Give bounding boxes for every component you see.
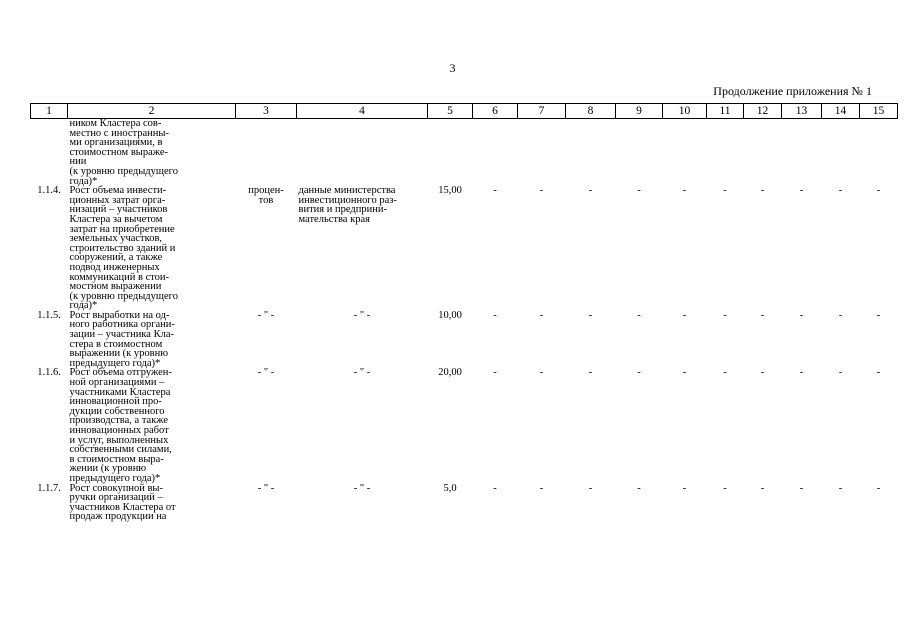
indicator-name-cell: Рост объема инвести- ционных затрат орга- низаций – участников Кластера за вычетом затрат на приобретение земельных участков, строительство зданий и сооружений, а также подвод инженерных коммуникаций в стои- мостном выражении (к уровню предыдущего года)*	[69, 185, 178, 312]
year-value-cell: -	[637, 367, 641, 379]
table-row	[31, 311, 898, 369]
row-id-cell: 1.1.5.	[37, 309, 61, 321]
page-number: 3	[449, 61, 456, 75]
year-value-cell: -	[539, 185, 544, 197]
column-header: 3	[236, 104, 297, 119]
year-value-cell: -	[876, 367, 881, 379]
value-cell: 5,0	[443, 482, 457, 494]
year-value-cell: -	[637, 185, 641, 197]
column-header: 15	[860, 104, 898, 119]
column-header: 2	[68, 104, 236, 119]
year-value-cell: -	[682, 482, 687, 494]
row-id-cell	[31, 119, 68, 187]
year-value-cell: -	[588, 367, 593, 379]
indicator-name-cell: Рост объема отгружен- ной организациями – участниками Кластера инновационной про- дукции собственного производства, а также инновационных работ и услуг, выполненных собственными силами, в стоимостном выра- жении (к уровню предыдущего года)*	[69, 367, 172, 484]
year-value-cell: -	[682, 309, 687, 321]
year-value-cell: -	[588, 482, 593, 494]
row-id-cell: 1.1.7.	[37, 482, 61, 494]
column-header: 7	[518, 104, 566, 119]
column-header: 8	[566, 104, 616, 119]
empty-cell	[236, 119, 297, 187]
year-value-cell: -	[838, 185, 843, 197]
empty-cell	[428, 119, 473, 187]
empty-cell	[860, 119, 898, 187]
empty-cell	[616, 119, 663, 187]
column-header: 9	[616, 104, 663, 119]
year-value-cell: -	[682, 185, 687, 197]
year-value-cell: -	[493, 367, 497, 379]
year-value-cell: -	[723, 367, 727, 379]
row-id-cell: 1.1.4.	[37, 185, 61, 197]
year-value-cell: -	[493, 185, 497, 197]
empty-cell	[518, 119, 566, 187]
column-header: 5	[428, 104, 473, 119]
empty-cell	[297, 119, 428, 187]
empty-cell	[707, 119, 744, 187]
source-cell: данные министерства инвестиционного раз- вития и предприни- мательства края	[298, 185, 397, 225]
year-value-cell: -	[539, 482, 544, 494]
year-value-cell: -	[838, 309, 843, 321]
year-value-cell: -	[876, 482, 881, 494]
row-id-cell: 1.1.6.	[37, 367, 61, 379]
unit-cell: - " -	[257, 309, 275, 321]
empty-cell	[566, 119, 616, 187]
year-value-cell: -	[838, 367, 843, 379]
indicator-name-cell: ником Кластера сов- местно с иностранны- ми организациями, в стоимостном выраже- нии (к уровню предыдущего года)*	[69, 118, 178, 187]
source-cell: - " -	[353, 309, 371, 321]
value-cell: 20,00	[438, 367, 462, 379]
year-value-cell: -	[799, 482, 804, 494]
year-value-cell: -	[493, 482, 497, 494]
year-value-cell: -	[760, 367, 765, 379]
table-row	[31, 368, 898, 483]
indicator-name-cell: Рост выработки на од- ного работника органи- зации – участника Кла- стера в стоимостном выражении (к уровню предыдущего года)*	[69, 309, 175, 369]
empty-cell	[822, 119, 860, 187]
year-value-cell: -	[799, 309, 804, 321]
unit-cell: процен- тов	[248, 185, 284, 206]
empty-cell	[473, 119, 518, 187]
value-cell: 15,00	[438, 185, 462, 197]
appendix-continuation-note: Продолжение приложения № 1	[713, 84, 872, 98]
empty-cell	[744, 119, 782, 187]
year-value-cell: -	[493, 309, 497, 321]
empty-cell	[782, 119, 822, 187]
year-value-cell: -	[838, 482, 843, 494]
table-header-row	[31, 104, 898, 119]
year-value-cell: -	[723, 185, 727, 197]
year-value-cell: -	[799, 367, 804, 379]
column-header: 13	[782, 104, 822, 119]
year-value-cell: -	[760, 482, 765, 494]
year-value-cell: -	[637, 482, 641, 494]
year-value-cell: -	[682, 367, 687, 379]
table-row	[31, 186, 898, 311]
unit-cell: - " -	[257, 367, 275, 379]
year-value-cell: -	[539, 309, 544, 321]
year-value-cell: -	[760, 185, 765, 197]
source-cell: - " -	[353, 482, 371, 494]
year-value-cell: -	[588, 309, 593, 321]
year-value-cell: -	[760, 309, 765, 321]
year-value-cell: -	[799, 185, 804, 197]
year-value-cell: -	[588, 185, 593, 197]
year-value-cell: -	[876, 309, 881, 321]
empty-cell	[663, 119, 707, 187]
year-value-cell: -	[637, 309, 641, 321]
column-header: 1	[31, 104, 68, 119]
indicators-table	[30, 103, 898, 522]
year-value-cell: -	[723, 309, 727, 321]
source-cell: - " -	[353, 367, 371, 379]
column-header: 4	[297, 104, 428, 119]
table-row-continuation	[31, 119, 898, 187]
column-header: 6	[473, 104, 518, 119]
column-header: 10	[663, 104, 707, 119]
indicator-name-cell: Рост совокупной вы- ручки организаций – участников Кластера от продаж продукции на	[69, 482, 176, 523]
year-value-cell: -	[723, 482, 727, 494]
column-header: 11	[707, 104, 744, 119]
table-row	[31, 484, 898, 522]
year-value-cell: -	[539, 367, 544, 379]
column-header: 14	[822, 104, 860, 119]
year-value-cell: -	[876, 185, 881, 197]
column-header: 12	[744, 104, 782, 119]
value-cell: 10,00	[438, 309, 462, 321]
unit-cell: - " -	[257, 482, 275, 494]
